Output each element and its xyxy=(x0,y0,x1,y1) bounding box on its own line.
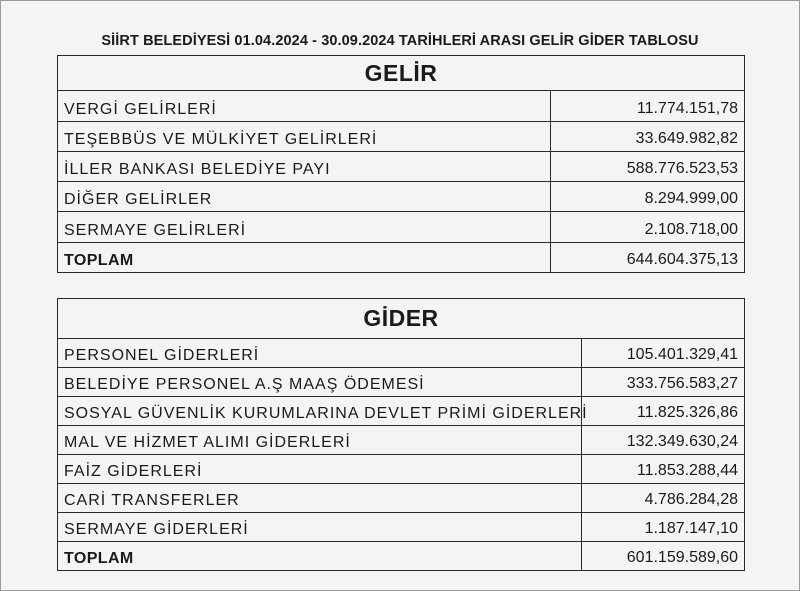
gider-table xyxy=(57,298,745,571)
row-amount: 11.774.151,78 xyxy=(551,91,745,121)
row-label: DİĞER GELİRLER xyxy=(58,182,551,212)
table-row xyxy=(58,513,745,542)
row-amount: 132.349.630,24 xyxy=(582,426,745,455)
row-label: İLLER BANKASI BELEDİYE PAYI xyxy=(58,151,551,181)
gider-heading: GİDER xyxy=(58,299,745,339)
row-amount: 8.294.999,00 xyxy=(551,182,745,212)
row-label: BELEDİYE PERSONEL A.Ş MAAŞ ÖDEMESİ xyxy=(58,368,582,397)
table-row xyxy=(58,339,745,368)
row-amount: 33.649.982,82 xyxy=(551,121,745,151)
row-label: FAİZ GİDERLERİ xyxy=(58,455,582,484)
page-title: SİİRT BELEDİYESİ 01.04.2024 - 30.09.2024 TARİHLERİ ARASI GELİR GİDER TABLOSU xyxy=(101,33,699,49)
table-row xyxy=(58,426,745,455)
gelir-heading: GELİR xyxy=(58,56,745,91)
total-row xyxy=(58,542,745,571)
row-label: TEŞEBBÜS VE MÜLKİYET GELİRLERİ xyxy=(58,121,551,151)
row-label: SERMAYE GELİRLERİ xyxy=(58,212,551,242)
row-amount: 1.187.147,10 xyxy=(582,513,745,542)
table-row xyxy=(58,397,745,426)
total-amount: 644.604.375,13 xyxy=(551,242,745,272)
total-label: TOPLAM xyxy=(58,242,551,272)
gelir-table xyxy=(57,55,745,273)
row-label: SOSYAL GÜVENLİK KURUMLARINA DEVLET PRİMİ GİDERLERİ xyxy=(58,397,582,426)
table-row xyxy=(58,182,745,212)
row-amount: 11.825.326,86 xyxy=(582,397,745,426)
table-row xyxy=(58,91,745,121)
row-amount: 333.756.583,27 xyxy=(582,368,745,397)
row-label: MAL VE HİZMET ALIMI GİDERLERİ xyxy=(58,426,582,455)
table-row xyxy=(58,151,745,181)
row-label: SERMAYE GİDERLERİ xyxy=(58,513,582,542)
table-row xyxy=(58,368,745,397)
row-amount: 588.776.523,53 xyxy=(551,151,745,181)
total-row xyxy=(58,242,745,272)
row-label: CARİ TRANSFERLER xyxy=(58,484,582,513)
row-label: VERGİ GELİRLERİ xyxy=(58,91,551,121)
row-label: PERSONEL GİDERLERİ xyxy=(58,339,582,368)
total-amount: 601.159.589,60 xyxy=(582,542,745,571)
table-row xyxy=(58,455,745,484)
row-amount: 2.108.718,00 xyxy=(551,212,745,242)
row-amount: 4.786.284,28 xyxy=(582,484,745,513)
row-amount: 105.401.329,41 xyxy=(582,339,745,368)
table-row xyxy=(58,121,745,151)
row-amount: 11.853.288,44 xyxy=(582,455,745,484)
total-label: TOPLAM xyxy=(58,542,582,571)
table-row xyxy=(58,484,745,513)
table-row xyxy=(58,212,745,242)
